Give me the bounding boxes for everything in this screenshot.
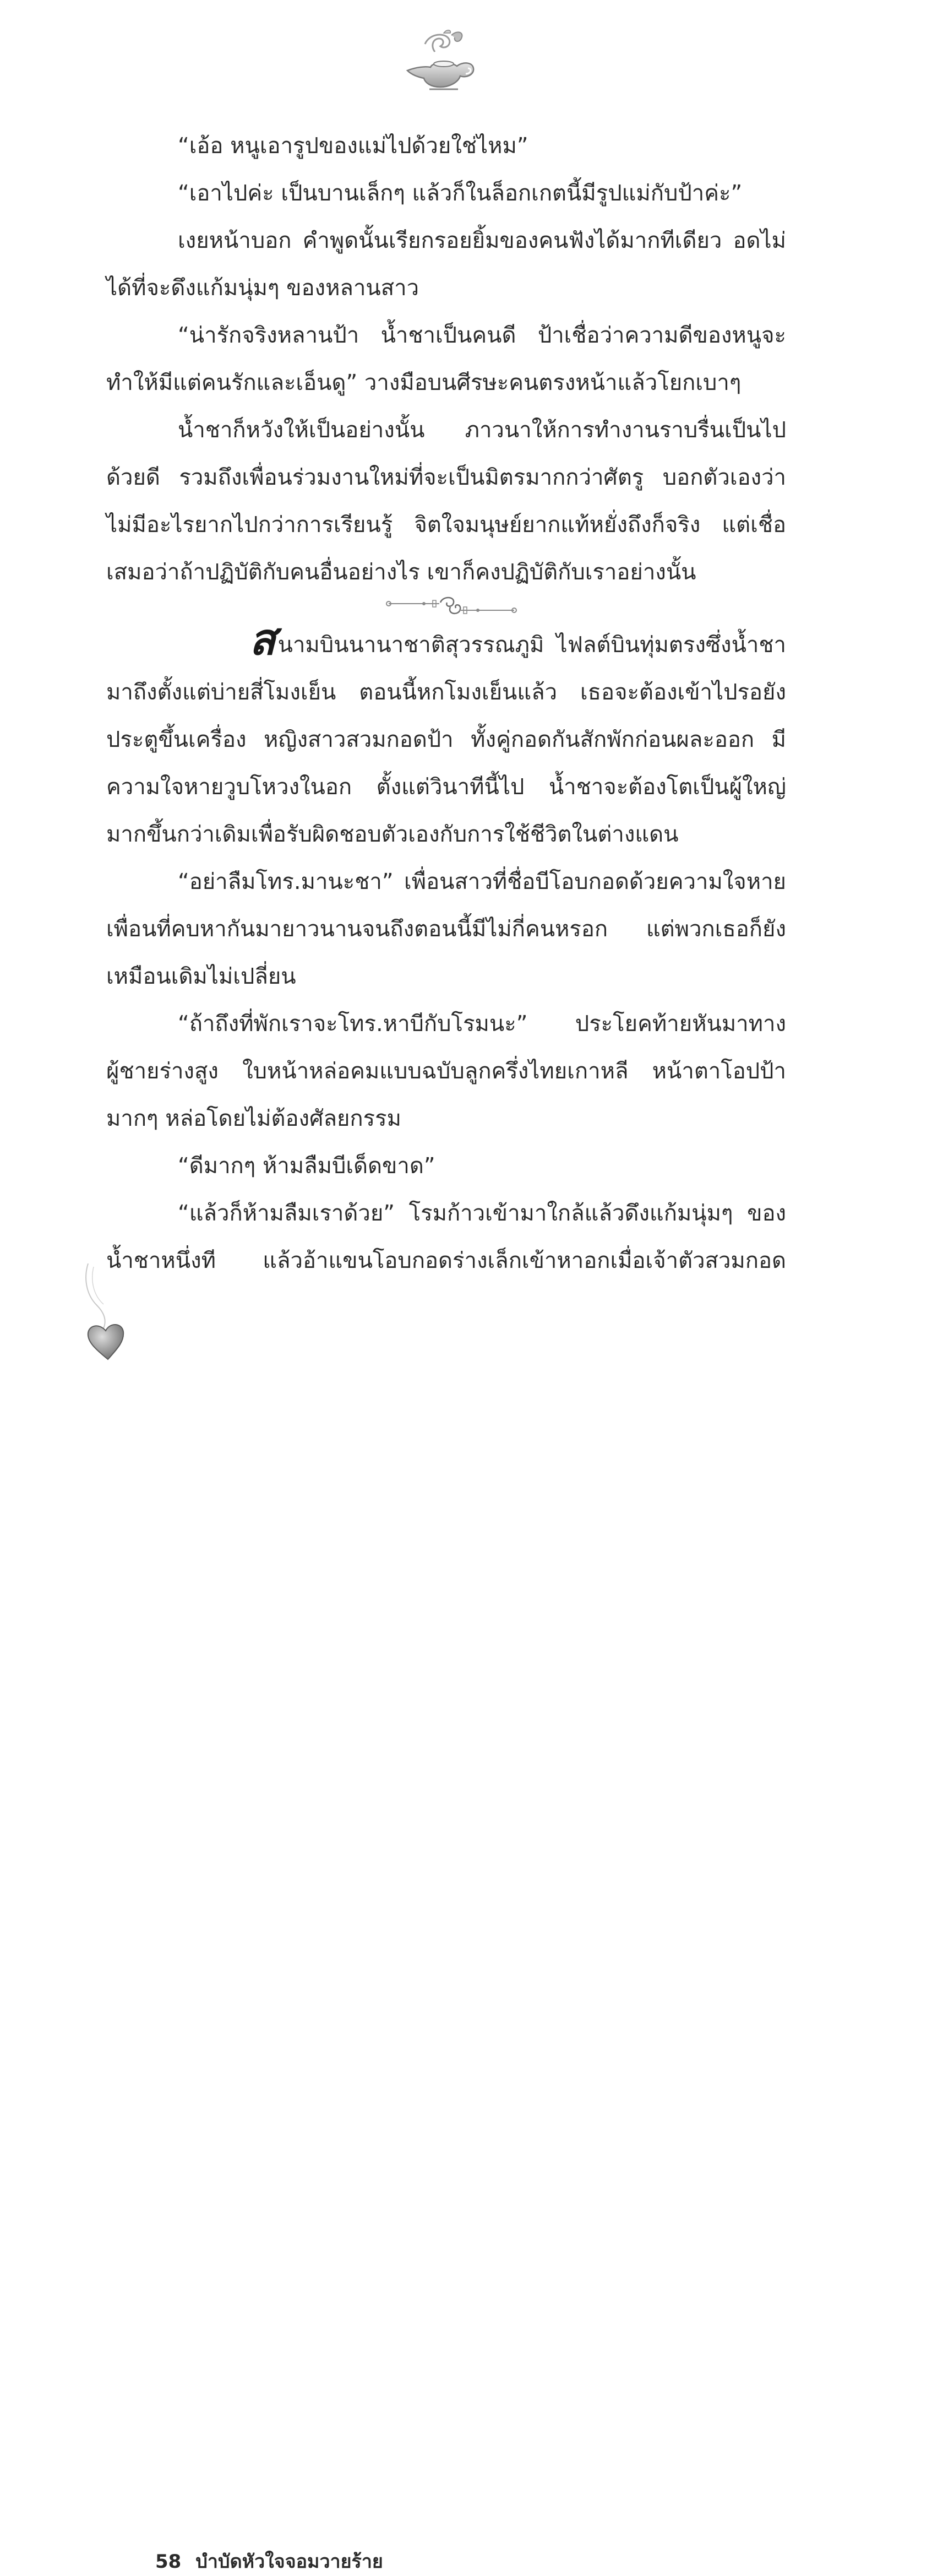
scroll-flourish-icon <box>385 596 517 618</box>
page-number: 58 <box>155 2551 182 2573</box>
drop-initial: ส <box>249 615 276 665</box>
opening-paragraph <box>106 615 786 858</box>
paragraph: “ดีมากๆ ห้ามลืมบีเด็ดขาด” <box>178 1153 435 1179</box>
paragraph: “ถ้าถึงที่พักเราจะโทร.หาบีกับโรมนะ” ประโยคท้ายหันมาทางผู้ชายร่างสูง ใบหน้าหล่อคมแบบฉบับลูกครึ่งไทยเกาหลี หน้าตาโอปป้ามากๆ หล่อโดยไม่ต้องศัลยกรรม <box>106 1011 786 1131</box>
paragraph: “น่ารักจริงหลานป้า น้ำชาเป็นคนดี ป้าเชื่อว่าความดีของหนูจะทำให้มีแต่คนรักและเอ็นดู” วางมือบนศีรษะคนตรงหน้าแล้วโยกเบาๆ <box>106 323 786 395</box>
paragraph: น้ำชาก็หวังให้เป็นอย่างนั้น ภาวนาให้การทำงานราบรื่นเป็นไปด้วยดี รวมถึงเพื่อนร่วมงานใหม่ที่จะเป็นมิตรมากกว่าศัตรู บอกตัวเองว่าไม่มีอะไรยากไปกว่าการเรียนรู้ จิตใจมนุษย์ยากแท้หยั่งถึงก็จริง แต่เชื่อเสมอว่าถ้าปฏิบัติกับคนอื่นอย่างไร เขาก็คงปฏิบัติกับเราอย่างนั้น <box>106 417 786 585</box>
paragraph: “แล้วก็ห้ามลืมเราด้วย” โรมก้าวเข้ามาใกล้แล้วดึงแก้มนุ่มๆ ของน้ำชาหนึ่งที แล้วอ้าแขนโอบกอดร่างเล็กเข้าหาอกเมื่อเจ้าตัวสวมกอด <box>106 1201 786 1273</box>
opening-paragraph-text: นามบินนานาชาติสุวรรณภูมิ ไฟลต์บินทุ่มตรงซึ่งน้ำชามาถึงตั้งแต่บ่ายสี่โมงเย็น ตอนนี้หกโมงเย็นแล้ว เธอจะต้องเข้าไปรอยังประตูขึ้นเครื่อง หญิงสาวสวมกอดป้า ทั้งคู่กอดกันสักพักก่อนผละออก มีความใจหายวูบโหวงในอก ตั้งแต่วินาทีนี้ไป น้ำชาจะต้องโตเป็นผู้ใหญ่มากขึ้นกว่าเดิมเพื่อรับผิดชอบตัวเองกับการใช้ชีวิตในต่างแดน <box>106 632 786 847</box>
paragraph: เงยหน้าบอก คำพูดนั้นเรียกรอยยิ้มของคนฟังได้มากทีเดียว อดไม่ได้ที่จะดึงแก้มนุ่มๆ ของหลานสาว <box>106 228 786 301</box>
page-footer <box>0 1261 943 2573</box>
section-one <box>106 122 786 596</box>
running-footer <box>155 2546 383 2576</box>
lamp-genie-icon <box>396 28 484 94</box>
paragraph: “เอาไปค่ะ เป็นบานเล็กๆ แล้วก็ในล็อกเกตนี้มีรูปแม่กับป้าค่ะ” <box>178 181 743 206</box>
paragraph: “เอ้อ หนูเอารูปของแม่ไปด้วยใช่ไหม” <box>178 133 528 159</box>
book-title: บำบัดหัวใจจอมวายร้าย <box>195 2551 383 2573</box>
paragraph: “อย่าลืมโทร.มานะชา” เพื่อนสาวที่ชื่อบีโอบกอดด้วยความใจหาย เพื่อนที่คบหากันมายาวนานจนถึงตอนนี้มีไม่กี่คนหรอก แต่พวกเธอก็ยังเหมือนเดิมไม่เปลี่ยน <box>106 869 786 989</box>
heart-swirl-icon <box>72 1261 143 1360</box>
section-two <box>106 615 786 1284</box>
